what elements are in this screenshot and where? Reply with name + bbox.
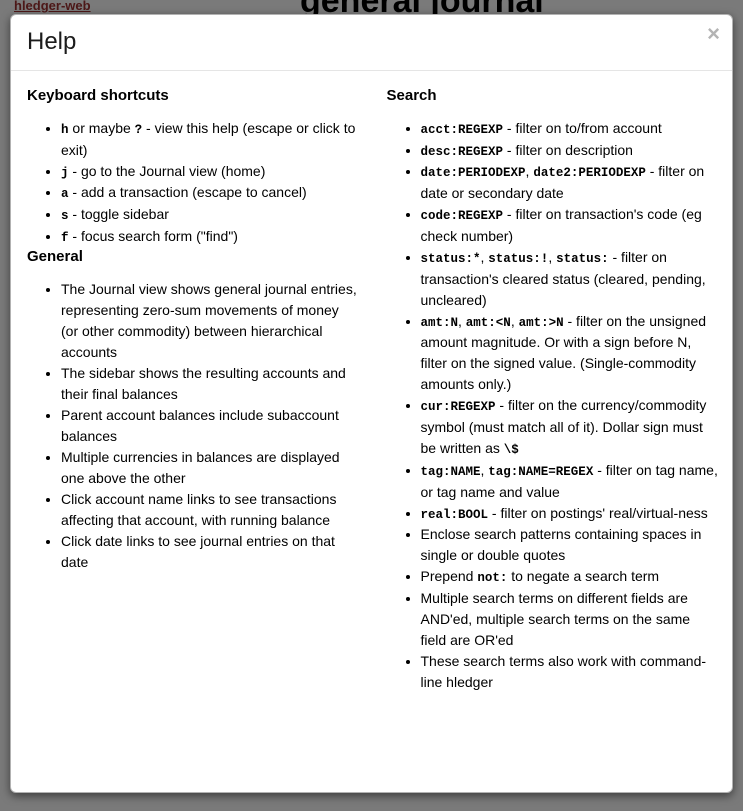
section-heading: Search	[386, 86, 437, 104]
code-span: a	[61, 187, 69, 202]
code-span: code:REGEXP	[420, 209, 504, 224]
code-span: j	[61, 165, 69, 180]
code-span: amt:<N	[465, 315, 511, 330]
code-span: cur:REGEXP	[420, 400, 496, 415]
list-item: • status:*, status:!, status: - filter on transaction's cleared status (cleared, pending, uncleared)	[421, 247, 719, 311]
list-item: • Click account name links to see transactions affecting that account, with running balance	[61, 489, 359, 531]
list-item: • Parent account balances include subaccount balances	[61, 405, 359, 447]
code-span: status:	[556, 251, 609, 266]
list-item: • Click date links to see journal entries on that date	[61, 531, 359, 573]
code-span: status:*	[420, 251, 481, 266]
close-button[interactable]	[707, 23, 720, 45]
list-item: • Multiple currencies in balances are displayed one above the other	[61, 447, 359, 489]
list-item: • Enclose search patterns containing spaces in single or double quotes	[421, 524, 719, 566]
code-span: \$	[503, 443, 519, 458]
code-span: amt:>N	[518, 315, 564, 330]
code-span: not:	[477, 571, 508, 586]
list-item: • amt:N, amt:<N, amt:>N - filter on the unsigned amount magnitude. Or with a sign before N, filter on the signed value. (Single-commodity amounts only.)	[421, 311, 719, 396]
close-icon: ×	[707, 21, 720, 46]
list-item: • j - go to the Journal view (home)	[61, 161, 359, 183]
help-column-left	[27, 87, 359, 782]
code-span: h	[61, 122, 69, 137]
modal-header	[11, 15, 732, 71]
help-modal	[10, 14, 733, 793]
list-item: • code:REGEXP - filter on transaction's code (eg check number)	[421, 204, 719, 247]
list-item: • s - toggle sidebar	[61, 204, 359, 226]
list-item: • acct:REGEXP - filter on to/from account	[421, 118, 719, 140]
list-item: • These search terms also work with command-line hledger	[421, 651, 719, 693]
list-item: • h or maybe ? - view this help (escape or click to exit)	[61, 118, 359, 161]
list-item: • a - add a transaction (escape to cancel)	[61, 182, 359, 204]
modal-body	[11, 71, 732, 792]
list-item: • Multiple search terms on different fields are AND'ed, multiple search terms on the same field are OR'ed	[421, 588, 719, 651]
code-span: acct:REGEXP	[420, 122, 504, 137]
list-item: • desc:REGEXP - filter on description	[421, 140, 719, 162]
modal-title: Help	[27, 28, 77, 55]
list-item: • real:BOOL - filter on postings' real/virtual-ness	[421, 503, 719, 525]
code-span: status:!	[488, 251, 549, 266]
code-span: date:PERIODEXP	[420, 166, 526, 181]
code-span: f	[61, 230, 69, 245]
section-list	[27, 118, 359, 248]
code-span: amt:N	[420, 315, 459, 330]
list-item: • tag:NAME, tag:NAME=REGEX - filter on tag name, or tag name and value	[421, 460, 719, 503]
code-span: real:BOOL	[420, 507, 489, 522]
section-list	[27, 279, 359, 573]
code-span: s	[61, 209, 69, 224]
section-heading: General	[27, 247, 83, 265]
code-span: ?	[134, 122, 143, 137]
code-span: tag:NAME=REGEX	[488, 464, 594, 479]
code-span: desc:REGEXP	[420, 144, 504, 159]
list-item: • f - focus search form ("find")	[61, 226, 359, 248]
help-column-right	[387, 87, 719, 782]
section-heading: Keyboard shortcuts	[27, 86, 169, 104]
list-item: • The sidebar shows the resulting accounts and their final balances	[61, 363, 359, 405]
list-item: • date:PERIODEXP, date2:PERIODEXP - filter on date or secondary date	[421, 161, 719, 204]
code-span: tag:NAME	[420, 464, 481, 479]
section-list	[387, 118, 719, 693]
list-item: • cur:REGEXP - filter on the currency/commodity symbol (must match all of it). Dollar sign must be written as \$	[421, 395, 719, 460]
list-item: • The Journal view shows general journal entries, representing zero-sum movements of money (or other commodity) between hierarchical accounts	[61, 279, 359, 363]
code-span: date2:PERIODEXP	[533, 166, 646, 181]
list-item: • Prepend not: to negate a search term	[421, 566, 719, 588]
